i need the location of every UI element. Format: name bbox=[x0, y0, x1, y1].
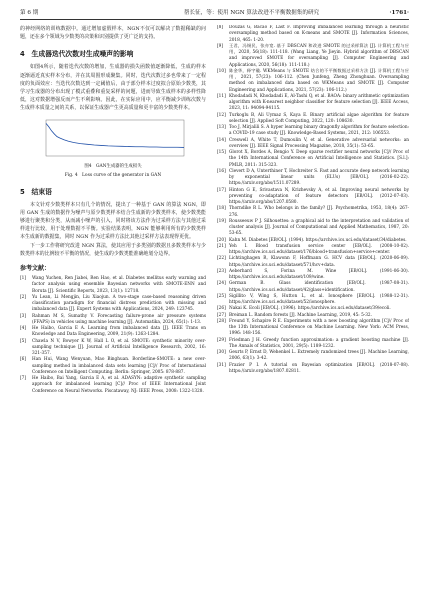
reference-text: Hinton G E, Srivastava N, Krizhevsky A, et al. Improving neural networks by preventing co-adaptation of feature detectors [EB/OL]. (2012-07-03). https://arxiv.org/abs/1207.0580. bbox=[229, 187, 409, 205]
reference-text: Nakai K. Ecoli [EB/OL]. (1996). https://archive.ics.uci.edu/dataset/39/ecoli. bbox=[229, 306, 391, 312]
reference-text: 陈金华，释宇璇. WKMeans 与 SMOTE 结合的不平衡数据过采样方法 [J]. 计算机工程与应用，2021, 57(23): 106-112. (Chen Junfeng, Zheng Zhonghuan. Oversampling method on imbalanced data based on WKMeans and SMOTE [J]. Computer Engineering and Applications, 2021, 57(23): 106-112.) bbox=[229, 68, 409, 93]
section-4-paragraph: 如图4所示，随着迭代次数的增加，生成器的损失函数值逐渐降低，生成的样本逐渐逼近真实样本分布，并在其周围形成聚集。同时，迭代次数过多也带来了一定程度的负面效应：当迭代次数达到一定阈值后，由于部分样本过度拟合原始少数类，其学习生成器的分布出现了模式重叠和重复采样的问题，进而导致生成样本的多样性降低，这对数据增强反而产生不利影响。因此，在实际应用中，应平衡减少训练次数与生成样本质量之间的关系，以保证生成器产生更高质量和更丰富的少数类样本。 bbox=[20, 64, 206, 112]
references-title: 参考文献： bbox=[20, 265, 51, 273]
reference-number: [8] bbox=[217, 25, 224, 30]
reference-number: [29] bbox=[217, 337, 226, 343]
reference-item bbox=[20, 314, 206, 327]
reference-item bbox=[217, 294, 409, 307]
reference-number: [15] bbox=[217, 150, 226, 155]
section-4-title: 4 生成器迭代次数对生成噪声的影响 bbox=[20, 50, 134, 59]
page-number: ·1761· bbox=[389, 10, 409, 16]
reference-item bbox=[20, 357, 206, 376]
reference-text: He Haibo, Bai Yang, Garcia E A, et al. ADASYN: adaptive synthetic sampling approach for imbalanced learning [C]// Proc of IEEE International Joint Conference on Neural Networks. Piscataway, NJ: IEEE Press, 2008: 1322-1328. bbox=[32, 376, 206, 394]
reference-item bbox=[217, 269, 409, 282]
reference-text: 王君，冯锡民，张亦宽. 基于 DBSCAN 和改进 SMOTE 的过采样算法 [J]. 计算机工程与应用，2020, 56(18): 111-118. (Wang Liang, Ye Jieyin. Hybrid algorithm of DBSCAN and improved SMOTE for oversampling [J]. Computer Engineering and Applications, 2020, 56(18): 111-118.) bbox=[229, 43, 409, 68]
reference-number: [21] bbox=[217, 243, 226, 249]
reference-number: [10] bbox=[217, 68, 226, 74]
reference-item bbox=[217, 94, 409, 113]
reference-number: [1] bbox=[20, 276, 27, 282]
loss-curve-chart bbox=[38, 117, 188, 161]
reference-item bbox=[20, 339, 206, 358]
section-5-title: 5 结束语 bbox=[20, 187, 52, 196]
running-title: 帮长征，等：使用 NGN 算法改进不平衡数据集的研究 bbox=[183, 10, 320, 16]
references-list-left bbox=[20, 276, 206, 395]
reference-item bbox=[217, 125, 409, 138]
reference-item bbox=[217, 169, 409, 188]
page-header bbox=[20, 8, 409, 18]
reference-text: Frazier P I. A tutorial on Bayesian optimization [EB/OL]. (2018-07-08). https://arxiv.org/abs/1807.02811. bbox=[229, 362, 409, 374]
reference-text: Wang Yuchen, Ren Jiabei, Ren Hao, et al. Diabetes mellitus early warning and factor analysis using ensemble Bayesian networks with SMOTE-ENN and Boruta [J]. Scientific Reports, 2023, 13(1): 12718. bbox=[32, 276, 206, 294]
figure-4 bbox=[20, 117, 206, 179]
plot-frame bbox=[46, 120, 184, 156]
reference-number: [28] bbox=[217, 318, 226, 324]
reference-item bbox=[217, 338, 409, 351]
figure-caption-cn: 图4 GAN生成器的生成损失 bbox=[84, 163, 142, 169]
reference-number: [13] bbox=[217, 125, 226, 130]
reference-text: Yu Lean, Li Mengjin, Liu Xiaojun. A two-stage case-based reasoning driven classification paradigm for financial distress prediction with missing and imbalanced data [J]. Expert Systems with Applications, 2024, 249: 123745. bbox=[32, 294, 206, 313]
right-column bbox=[217, 25, 409, 375]
reference-item bbox=[20, 295, 206, 314]
references-list-right bbox=[217, 25, 409, 375]
loss-series-line bbox=[46, 123, 184, 147]
reference-item bbox=[20, 326, 206, 339]
reference-text: He Haibo, Garcia E A. Learning from imbalanced data [J]. IEEE Trans on Knowledge and Data Engineering, 2009, 21(9): 1263-1284. bbox=[32, 326, 206, 338]
intro-paragraph: 的神经网络的训练数据中。通过增加虚假样本，NGN不仅可以解决了数据稀缺的问题，还在多个领域为少数类的决策和识别提供了更广泛的支持。 bbox=[20, 26, 206, 41]
left-column bbox=[20, 25, 206, 395]
reference-item bbox=[217, 69, 409, 94]
reference-number: [23] bbox=[217, 268, 226, 274]
reference-text: Chawla N V, Bowyer K W, Hall L O, et al. SMOTE: synthetic minority over-sampling technique [J]. Journal of Artificial Intelligence Research, 2002, 16: 321-357. bbox=[32, 338, 206, 357]
reference-item bbox=[217, 138, 409, 151]
reference-item bbox=[217, 350, 409, 363]
reference-text: Glorot X, Bordes A, Bengio Y. Deep sparse rectifier neural networks [C]// Proc of the 14th International Conference on Artificial Intelligence and Statistics. [S.l.]: PMLR, 2011: 315-323. bbox=[229, 150, 409, 168]
reference-text: Creswell A, White T, Dumoulin V, et al. Generative adversarial networks: an overview [J]. IEEE Signal Processing Magazine, 2018, 35(1): 53-65. bbox=[229, 137, 409, 149]
reference-text: Kahn M. Diabetes [EB/OL]. (1994). https://archive.ics.uci.edu/dataset/34/diabetes. bbox=[229, 237, 407, 243]
reference-item bbox=[217, 150, 409, 169]
reference-number: [20] bbox=[217, 237, 226, 243]
reference-text: German B. Glass identification [EB/OL]. (1987-08-31). https://archive.ics.uci.edu/dataset/42/glass+identification. bbox=[229, 281, 409, 293]
reference-item bbox=[217, 319, 409, 338]
reference-number: [2] bbox=[20, 294, 27, 300]
reference-number: [9] bbox=[217, 43, 224, 49]
reference-text: Too J, Mirjalili S. A hyper learning binary dragonfly algorithm for feature selection: a COVID-19 case study [J]. Knowledge-Based Systems, 2021, 212: 106553. bbox=[229, 125, 409, 137]
reference-item bbox=[20, 376, 206, 395]
reference-item bbox=[217, 244, 409, 257]
reference-number: [24] bbox=[217, 281, 226, 287]
reference-item bbox=[217, 281, 409, 294]
reference-item bbox=[217, 206, 409, 219]
reference-number: [16] bbox=[217, 168, 226, 174]
reference-number: [12] bbox=[217, 112, 226, 118]
reference-number: [30] bbox=[217, 350, 226, 355]
reference-number: [18] bbox=[217, 206, 226, 212]
reference-item bbox=[217, 44, 409, 69]
reference-number: [5] bbox=[20, 338, 27, 344]
reference-number: [4] bbox=[20, 326, 27, 332]
reference-number: [17] bbox=[217, 187, 226, 193]
reference-text: Turkoglu B, Ali Uymaz S, Kaya E. Binary artificial algae algorithm for feature selection [J]. Applied Soft Computing, 2022, 120: 108630. bbox=[229, 112, 409, 124]
reference-text: Lichtinghagen R, Klawonn F, Hoffmann G. HCV data [EB/OL]. (2020-06-09). https://archive.ics.uci.edu/dataset/571/hcv+data. bbox=[229, 256, 409, 268]
reference-item bbox=[217, 188, 409, 207]
reference-text: Rahman M S, Sumathy V. Forecasting failure-prone air pressure systems (FFAPS) in vehicles using machine learning [J]. Automatika, 2024, 65(1): 1-13. bbox=[32, 313, 206, 325]
reference-number: [14] bbox=[217, 137, 226, 143]
reference-number: [31] bbox=[217, 362, 226, 368]
reference-number: [27] bbox=[217, 312, 226, 318]
reference-number: [6] bbox=[20, 357, 27, 363]
issue-label: 第 6 期 bbox=[20, 10, 39, 16]
reference-number: [19] bbox=[217, 218, 226, 224]
figure-caption-en: Fig. 4 Loss curve of the generator in GAN bbox=[64, 172, 162, 178]
reference-text: Thorndike R L. Who belongs in the family? [J]. Psychometrika, 1953, 18(4): 267-276. bbox=[229, 206, 409, 218]
reference-number: [7] bbox=[20, 376, 27, 382]
section-5-paragraph-1: 本文针对少数类样本只有几个的情况，提出了一种基于 GAN 的算法 NGN，即用 GAN 生成的数据作为噪声与原少数类样本结合生成新的少数类样本，使少数类能够进行聚类和分类，从而减小噪声的引入，同时将该方法作为过采样方法与其他过采样进行比较，用于处理数据不平衡。实验结果表明，NGN 能够利用所有的少数类样本生成新的数据集，同时 NGN 作为过采样方法比其他过采样方法表现得更优。 bbox=[20, 201, 206, 241]
reference-text: Friedman J H. Greedy function approximation: a gradient boosting machine [J]. The Annals of Statistics, 2001, 29(5): 1189-1232. bbox=[229, 337, 409, 349]
reference-text: Douzas G, Bacao F, Last F. Improving imbalanced learning through a heuristic oversampling method based on K-means and SMOTE [J]. Information Sciences, 2018, 465: 1-20. bbox=[229, 25, 409, 43]
reference-number: [11] bbox=[217, 93, 226, 99]
reference-item bbox=[217, 113, 409, 126]
section-5-paragraph-2: 下一步工作将研究改进 NGN 算法，使其应用于多类别的数据且多数类样本与少数类样本的比例较不平衡的情况，使生成的少数类能准确地划分边界。 bbox=[20, 242, 206, 257]
reference-text: Han Hui, Wang Wenyuan, Mao Binghuan. Borderline-SMOTE: a new over-sampling method in imbalanced data sets learning [C]// Proc of International Conference on Intelligent Computing. Berlin: Springer, 2005: 878-887. bbox=[32, 357, 206, 375]
header-rule bbox=[20, 19, 409, 20]
reference-item bbox=[20, 276, 206, 295]
reference-item bbox=[217, 363, 409, 376]
reference-number: [25] bbox=[217, 293, 226, 299]
reference-text: Freund Y, Schapire R E. Experiments with a new boosting algorithm [C]// Proc of the 13th International Conference on Machine Learning. New York: ACM Press, 1996: 148-156. bbox=[229, 318, 409, 337]
reference-text: Breiman L. Random forests [J]. Machine Learning, 2019, 45: 5-32. bbox=[229, 312, 372, 318]
reference-text: Rousseeuw P J. Silhouettes: a graphical aid to the interpretation and validation of cluster analysis [J]. Journal of Computational and Applied Mathematics, 1987, 20: 53-65. bbox=[229, 218, 409, 237]
reference-text: Clevert D A, Unterthiner T, Hochreiter S. Fast and accurate deep network learning by exponential linear units (ELUs) [EB/OL]. (2016-02-22). https://arxiv.org/abs/1511.07289. bbox=[229, 168, 409, 187]
reference-text: Sigillito V, Wing S, Hutton L, et al. Ionosphere [EB/OL]. (1988-12-31). https://archive.ics.uci.edu/dataset/52/ionosphere. bbox=[229, 293, 409, 305]
reference-item bbox=[217, 256, 409, 269]
reference-item bbox=[217, 219, 409, 238]
reference-text: Yeh I. Blood transfusion service center [EB/OL]. (2008-10-02). https://archive.ics.uci.edu/dataset/176/blood+transfusion+service+center. bbox=[229, 243, 409, 255]
reference-number: [22] bbox=[217, 256, 226, 262]
reference-text: Geurts P, Ernst D, Wehenkel L. Extremely randomized trees [J]. Machine Learning, 2006, 63(1): 3-42. bbox=[229, 350, 409, 362]
reference-item bbox=[217, 25, 409, 44]
reference-text: Khodadadi N, Khodadadi E, Al-Tashi Q, et al. BAOA: binary arithmetic optimization algorithm with K-nearest neighbor classifier for feature selection [J]. IEEE Access, 2023, 11: 94094-94115. bbox=[229, 93, 409, 112]
reference-number: [3] bbox=[20, 313, 27, 319]
reference-text: Aeberhard S, Forina M. Wine [EB/OL]. (1991-06-30). https://archive.ics.uci.edu/dataset/109/wine. bbox=[229, 268, 409, 280]
reference-number: [26] bbox=[217, 306, 226, 312]
